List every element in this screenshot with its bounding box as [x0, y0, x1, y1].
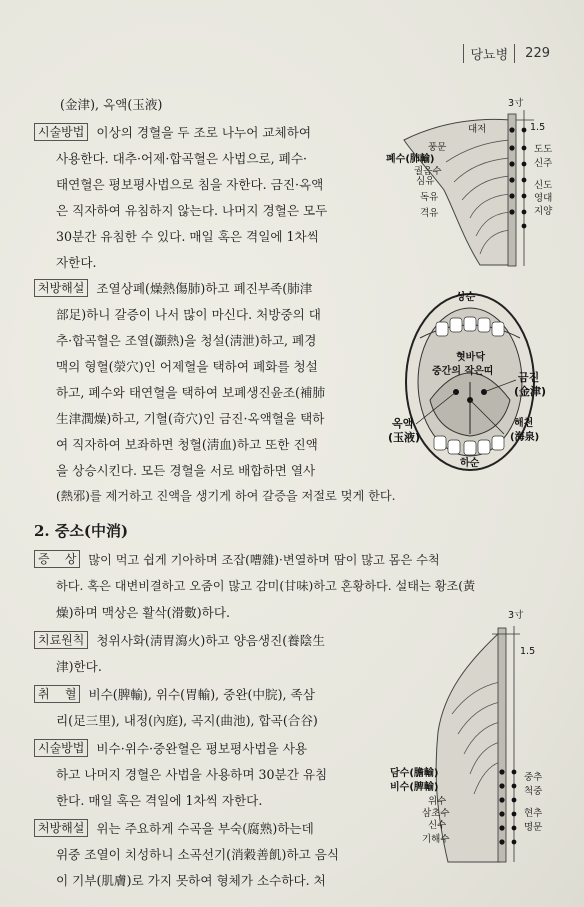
text-line: 추·합곡혈은 조열(灝熱)을 청설(淸泄)하고, 폐경	[56, 333, 317, 348]
fig-label: 중간의 작은띠	[432, 366, 494, 377]
text-line: 은 직자하여 유침하지 않는다. 나머지 경혈은 모두	[56, 203, 328, 218]
text-line: 비수·위수·중완혈은 평보평사법을 사용	[96, 741, 308, 756]
lower-back-illustration	[388, 622, 568, 872]
text-line: 한다. 매일 혹은 격일에 1차씩 자한다.	[56, 793, 263, 808]
text-line: 이 기부(肌膚)로 가지 못하여 형체가 소수하다. 처	[56, 873, 326, 888]
text-line: 많이 먹고 쉽게 기아하며 조잡(嘈雜)·변열하며 땀이 많고 몸은 수척	[88, 553, 440, 567]
text-line: 여 직자하여 보좌하면 청혈(淸血)하고 또한 진액	[56, 437, 318, 452]
fig-label: 신주	[534, 158, 553, 169]
running-head	[463, 44, 550, 63]
text-line: 이상의 경혈을 두 조로 나누어 교체하여	[96, 125, 312, 140]
page-number: 229	[525, 46, 550, 61]
section-header: 당뇨병	[463, 44, 515, 63]
text-line	[34, 276, 312, 302]
section-title: 2. 중소(中消)	[34, 522, 129, 540]
text-line: 조열상폐(燥熱傷肺)하고 폐진부족(肺津	[96, 281, 313, 296]
text-line: 태연혈은 평보평사법으로 침을 자한다. 금진·옥액	[56, 177, 324, 192]
rx-label: 처방해설	[34, 819, 88, 837]
text-line	[34, 548, 440, 574]
fig-label: (金津)	[514, 385, 547, 398]
text-line: 위는 주요하게 수곡을 부숙(腐熟)하는데	[96, 821, 314, 836]
text-line	[34, 628, 325, 654]
fig-label: 금진	[518, 371, 540, 384]
lower-back-figure	[388, 610, 568, 872]
text-line: 津)한다.	[56, 659, 102, 674]
text-line: 리(足三里), 내정(內庭), 곡지(曲池), 합곡(合谷)	[56, 713, 318, 728]
text-line: 生津潤燥)하고, 기혈(奇穴)인 금진·옥액혈을 택하	[56, 411, 325, 426]
fig-label: 담수(膽輸)	[390, 768, 439, 779]
text-line: 部足)하니 갈증이 나서 많이 마신다. 처방중의 대	[56, 307, 321, 322]
fig-label: 심유	[416, 176, 435, 187]
fig-label: (海泉)	[510, 432, 540, 443]
method-label: 시술방법	[34, 123, 88, 141]
text-line: 燥)하며 맥상은 활삭(滑數)하다.	[56, 605, 231, 620]
principle-label: 치료원칙	[34, 631, 88, 649]
fig-label: 지양	[534, 206, 553, 217]
fig-label: 옥액	[392, 417, 414, 430]
fig-label: 해천	[514, 418, 534, 429]
fig-label: 1.5	[520, 646, 536, 657]
fig-label: (玉液)	[388, 431, 421, 444]
text-line: 청위사화(淸胃瀉火)하고 양음생진(養陰生	[96, 633, 325, 648]
fig-label: 신도	[534, 180, 553, 191]
fig-label: 현추	[524, 808, 543, 819]
points-label: 취 혈	[34, 685, 80, 703]
text-line: 비수(脾輸), 위수(胃輸), 중완(中脘), 족삼	[88, 687, 315, 702]
fig-label: 비수(脾輸)	[390, 782, 439, 793]
fig-label: 척중	[524, 786, 543, 797]
fig-label: 독유	[420, 192, 439, 203]
text-line	[34, 682, 315, 708]
fig-label: 3寸	[508, 98, 524, 109]
text-line: 하고, 폐수와 태연혈을 택하여 보폐생진윤조(補肺	[56, 385, 326, 400]
fig-label: 격유	[420, 208, 439, 219]
symptom-label: 증 상	[34, 550, 80, 568]
text-line: (熱邪)를 제거하고 진액을 생기게 하여 갈증을 저절로 멎게 한다.	[56, 489, 396, 503]
fig-label: 궐음수	[414, 166, 442, 177]
fig-label: 영대	[534, 193, 553, 204]
text-line: 위중 조열이 치성하니 소곡선기(消穀善飢)하고 음식	[56, 847, 340, 862]
upper-back-figure	[384, 100, 564, 270]
fig-label: 풍문	[428, 142, 447, 153]
fig-label: 1.5	[530, 122, 546, 133]
fig-label: 도도	[534, 144, 553, 155]
fig-label: 대저	[468, 124, 487, 135]
text-line	[34, 120, 311, 146]
text-line	[34, 736, 307, 762]
method-label: 시술방법	[34, 739, 88, 757]
fig-label: 3寸	[508, 610, 524, 621]
text-line: 자한다.	[56, 255, 97, 270]
text-line: 사용한다. 대추·어제·합곡혈은 사법으로, 폐수·	[56, 151, 308, 166]
fig-label: 위수	[428, 796, 447, 807]
fig-label: 명문	[524, 822, 543, 833]
rx-label: 처방해설	[34, 279, 88, 297]
fig-label: 하순	[460, 458, 480, 469]
text-line: 하다. 혹은 대변비결하고 오줌이 많고 감미(甘味)하고 혼황하다. 설태는 황조(黃	[56, 579, 476, 593]
text-line	[34, 816, 314, 842]
text-line: (金津), 옥액(玉液)	[60, 97, 163, 112]
fig-label: 상순	[456, 292, 476, 303]
mouth-figure	[368, 282, 568, 487]
fig-label: 혓바닥	[456, 352, 485, 363]
fig-label: 중추	[524, 772, 543, 783]
text-line: 하고 나머지 경혈은 사법을 사용하며 30분간 유침	[56, 767, 328, 782]
text-line: 맥의 형혈(滎穴)인 어제혈을 택하여 폐화를 청설	[56, 359, 318, 374]
fig-label: 폐수(肺輸)	[386, 154, 435, 165]
text-line: 을 상승시킨다. 모든 경혈을 서로 배합하면 열사	[56, 463, 316, 478]
text-line: 30분간 유침한 수 있다. 매일 혹은 격일에 1차씩	[56, 229, 319, 244]
fig-label: 기해수	[422, 834, 450, 845]
fig-label: 삼초수	[422, 808, 450, 819]
fig-label: 신수	[428, 820, 447, 831]
